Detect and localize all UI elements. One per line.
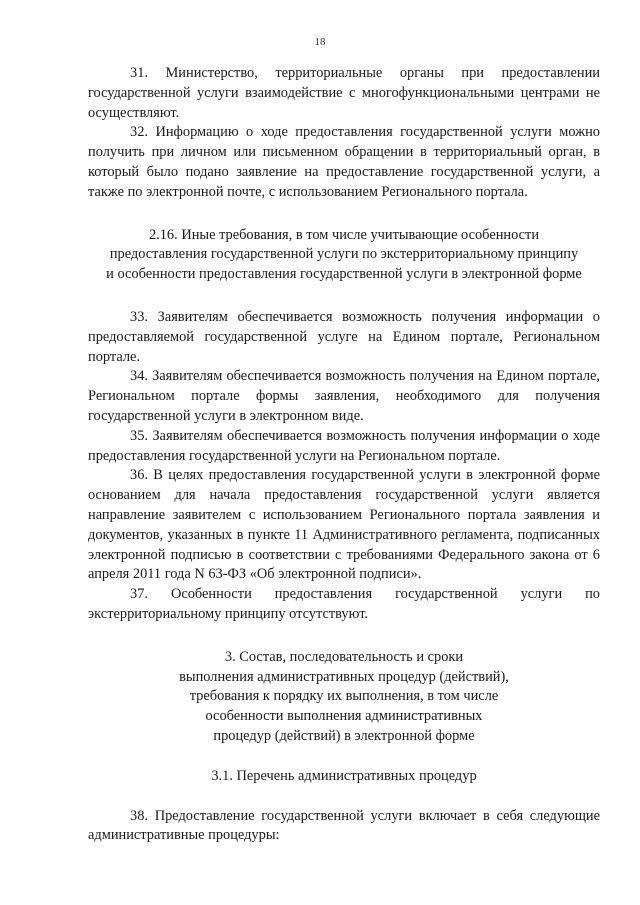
page-number: 18	[314, 36, 326, 48]
paragraph-38: 38. Предоставление государственной услуги включает в себя следующие административные процедуры:	[88, 807, 600, 844]
section-heading-line: требования к порядку их выполнения, в том числе	[189, 688, 499, 705]
section-heading-3	[88, 648, 600, 747]
section-heading-line: процедур (действий) в электронной форме	[213, 727, 475, 744]
paragraph-36: 36. В целях предоставления государственной услуги в электронной форме основанием для начала предоставления государственной услуги является направление заявителем с использованием Регионального портала заявления и документов, указанных в пункте 11 Административного регламента, подписанных электронной подписью в соответствии с требованиями Федерального закона от 6 апреля 2011 года N 63-ФЗ «Об электронной подписи».	[88, 467, 600, 583]
paragraph-31: 31. Министерство, территориальные органы при предоставлении государственной услуги взаимодействие с многофункциональными центрами не осуществляют.	[88, 65, 600, 121]
document-body	[88, 64, 600, 846]
section-heading-line: 3. Состав, последовательность и сроки	[224, 648, 464, 665]
paragraph-35: 35. Заявителям обеспечивается возможность получения информации о ходе предоставления государственной услуги на Региональном портале.	[88, 427, 600, 464]
section-heading-line: 2.16. Иные требования, в том числе учитывающие особенности	[148, 226, 540, 243]
section-heading-3-1: 3.1. Перечень административных процедур	[211, 767, 477, 784]
paragraph-33: 33. Заявителям обеспечивается возможность получения информации о предоставляемой государственной услуге на Едином портале, Региональном портале.	[88, 308, 600, 365]
section-heading-2-16	[88, 226, 600, 285]
section-heading-line: выполнения административных процедур (действий),	[179, 668, 509, 685]
paragraph-37: 37. Особенности предоставления государственной услуги по экстерриториальному принципу отсутствуют.	[88, 586, 600, 622]
section-heading-line: особенности выполнения административных	[205, 708, 483, 725]
section-heading-line: предоставления государственной услуги по экстерриториальному принципу	[109, 246, 579, 263]
paragraph-32: 32. Информацию о ходе предоставления государственной услуги можно получить при личном или письменном обращении в территориальный орган, в который было подано заявление на предоставление государственной услуги, а также по электронной почте, с использованием Регионального портала.	[88, 124, 600, 200]
paragraph-34: 34. Заявителям обеспечивается возможность получения на Едином портале, Региональном портале формы заявления, необходимого для получения государственной услуги в электронном виде.	[88, 368, 600, 424]
section-heading-line: и особенности предоставления государственной услуги в электронной форме	[106, 266, 582, 283]
